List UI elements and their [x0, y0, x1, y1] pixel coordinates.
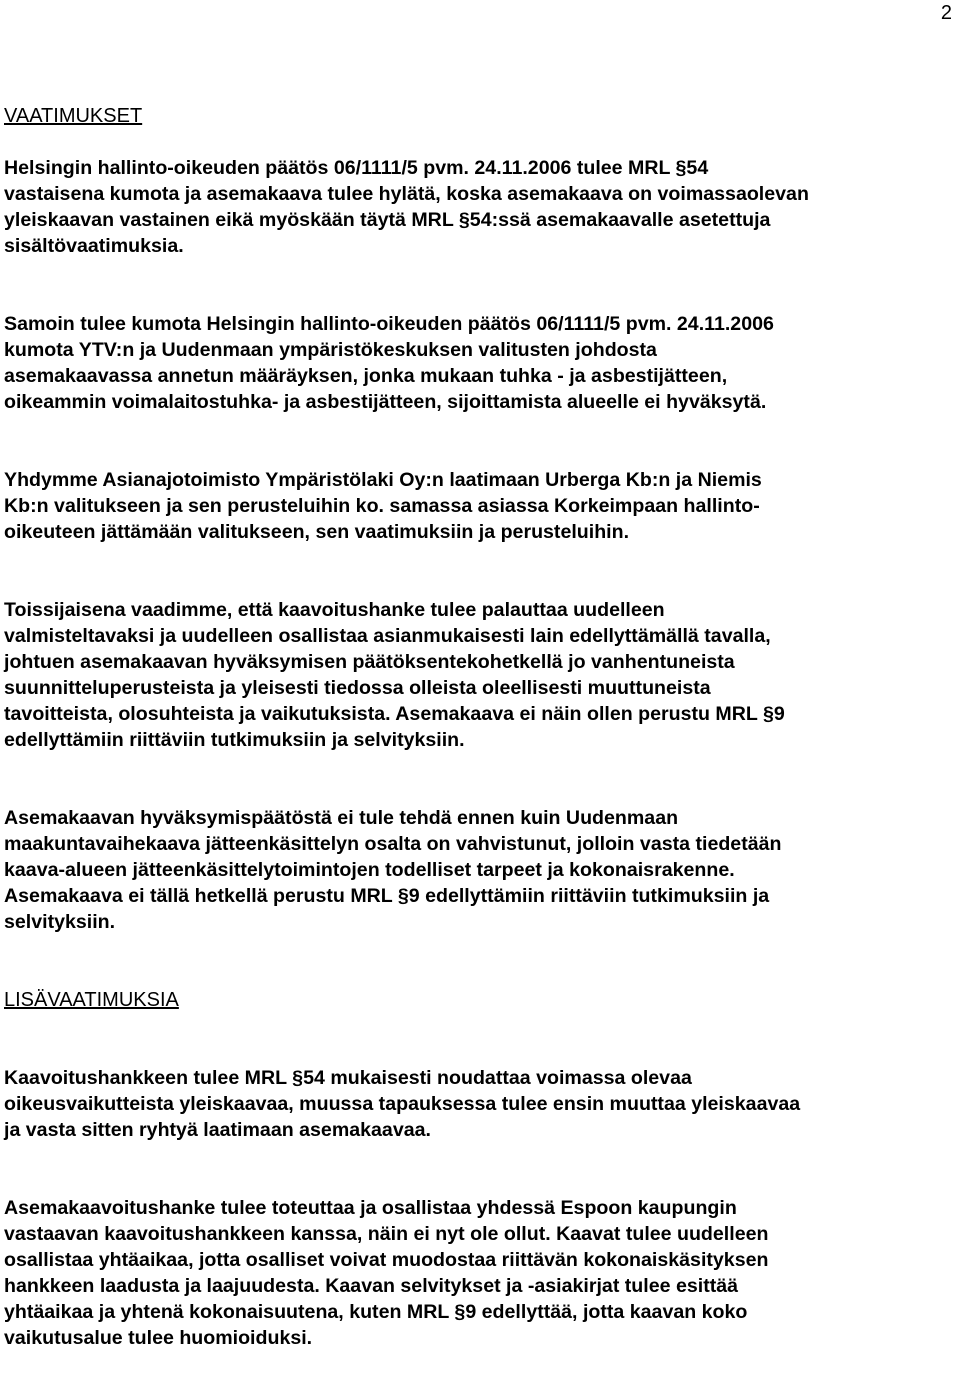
document-body — [4, 103, 954, 1351]
paragraph-joint-planning-espoo: Asemakaavoitushanke tulee toteuttaa ja osallistaa yhdessä Espoon kaupungin vastaavan kaavoitushankkeen kanssa, näin ei nyt ole ollut. Kaavat tulee uudelleen osallistaa yhtäaikaa, jotta osalliset voivat muodostaa riittävän kokonaiskäsityksen hankkeen laadusta ja laajuudesta. Kaavan selvitykset ja -asiakirjat tulee esittää yhtäaikaa ja yhtenä kokonaisuutena, kuten MRL §9 edellyttää, jotta kaavan koko vaikutusalue tulee huomioiduksi. — [4, 1197, 769, 1349]
section-heading-vaatimukset: VAATIMUKSET — [4, 105, 143, 127]
paragraph-follow-master-plan: Kaavoitushankkeen tulee MRL §54 mukaisesti noudattaa voimassa olevaa oikeusvaikutteista yleiskaavaa, muussa tapauksessa tulee ensin muuttaa yleiskaavaa ja vasta sitten ryhtyä laatimaan asemakaavaa. — [4, 1067, 801, 1141]
paragraph-wait-regional-plan: Asemakaavan hyväksymispäätöstä ei tule tehdä ennen kuin Uudenmaan maakuntavaihekaava jätteenkäsittelyn osalta on vahvistunut, jolloin vasta tiedetään kaava-alueen jätteenkäsittelytoimintojen todelliset tarpeet ja kokonaisrakenne. Asemakaava ei tällä hetkellä perustu MRL §9 edellyttämiin riittäviin tutkimuksiin ja selvityksiin. — [4, 807, 782, 933]
paragraph-join-appeal: Yhdymme Asianajotoimisto Ympäristölaki Oy:n laatimaan Urberga Kb:n ja Niemis Kb:n valitukseen ja sen perusteluihin ko. samassa asiassa Korkeimpaan hallinto- oikeuteen jättämään valitukseen, sen vaatimuksiin ja perusteluihin. — [4, 469, 762, 543]
page-number: 2 — [940, 2, 952, 24]
paragraph-decision-annulment: Helsingin hallinto-oikeuden päätös 06/1111/5 pvm. 24.11.2006 tulee MRL §54 vastaisena kumota ja asemakaava tulee hylätä, koska asemakaava on voimassaolevan yleiskaavan vastainen eikä myöskään täytä MRL §54:ssä asemakaavalle asetettuja sisältövaatimuksia. — [4, 157, 809, 257]
section-heading-lisavaatimuksia: LISÄVAATIMUKSIA — [4, 989, 179, 1011]
paragraph-secondary-demand: Toissijaisena vaadimme, että kaavoitushanke tulee palauttaa uudelleen valmisteltavaksi ja uudelleen osallistaa asianmukaisesti lain edellyttämällä tavalla, johtuen asemakaavan hyväksymisen päätöksentekohetkellä jo vanhentuneista suunnitteluperusteista ja yleisesti tiedossa olleista oleellisesti muuttuneista tavoitteista, olosuhteista ja vaikutuksista. Asemakaava ei näin ollen perustu MRL §9 edellyttämiin riittäviin tutkimuksiin ja selvityksiin. — [4, 599, 785, 751]
paragraph-annul-ytv-order: Samoin tulee kumota Helsingin hallinto-oikeuden päätös 06/1111/5 pvm. 24.11.2006 kumota YTV:n ja Uudenmaan ympäristökeskuksen valitusten johdosta asemakaavassa annetun määräyksen, jonka mukaan tuhka - ja asbestijätteen, oikeammin voimalaitostuhka- ja asbestijätteen, sijoittamista alueelle ei hyväksytä. — [4, 313, 774, 413]
